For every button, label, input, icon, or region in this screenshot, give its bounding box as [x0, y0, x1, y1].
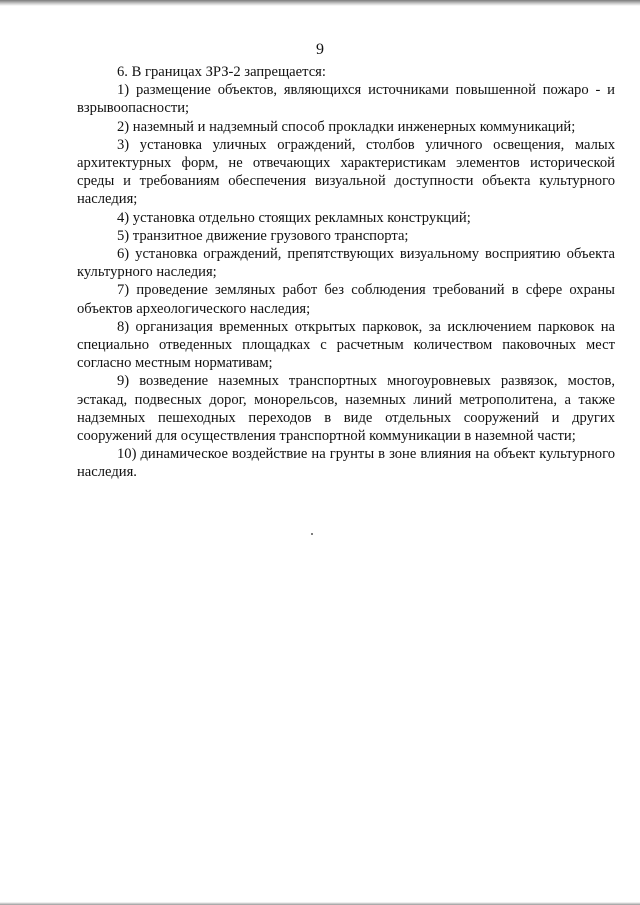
list-item-10: 10) динамическое воздействие на грунты в зоне влияния на объект культурного наследия. — [77, 446, 615, 481]
section-heading: 6. В границах ЗРЗ-2 запрещается: — [117, 64, 326, 80]
scan-speck — [311, 533, 313, 535]
page-number: 9 — [316, 41, 324, 58]
list-item-2: 2) наземный и надземный способ прокладки инженерных коммуникаций; — [117, 118, 576, 135]
list-item-8: 8) организация временных открытых парковок, за исключением парковок на специально отведенных площадках с расчетным количеством паковочных мест согласно местным нормативам; — [77, 318, 615, 372]
list-item-7: 7) проведение земляных работ без соблюдения требований в сфере охраны объектов археологического наследия; — [77, 282, 615, 317]
document-body — [77, 63, 615, 482]
list-item-1: 1) размещение объектов, являющихся источниками повышенной пожаро - и взрывоопасности; — [77, 82, 615, 117]
list-item-4: 4) установка отдельно стоящих рекламных конструкций; — [117, 209, 471, 226]
list-item-9: 9) возведение наземных транспортных многоуровневых развязок, мостов, эстакад, подвесных дорог, монорельсов, наземных линий метрополитена, а также надземных пешеходных переходов в виде отдельных сооружений и других сооружений для осуществления транспортной коммуникации в наземной части; — [77, 373, 615, 445]
scan-top-edge — [0, 0, 640, 6]
list-item-3: 3) установка уличных ограждений, столбов уличного освещения, малых архитектурных форм, не отвечающих характеристикам элементов исторической среды и требованиям обеспечения визуальной доступности объекта культурного наследия; — [77, 136, 615, 208]
list-item-6: 6) установка ограждений, препятствующих визуальному восприятию объекта культурного наследия; — [77, 246, 615, 281]
list-item-5: 5) транзитное движение грузового транспорта; — [117, 227, 409, 244]
